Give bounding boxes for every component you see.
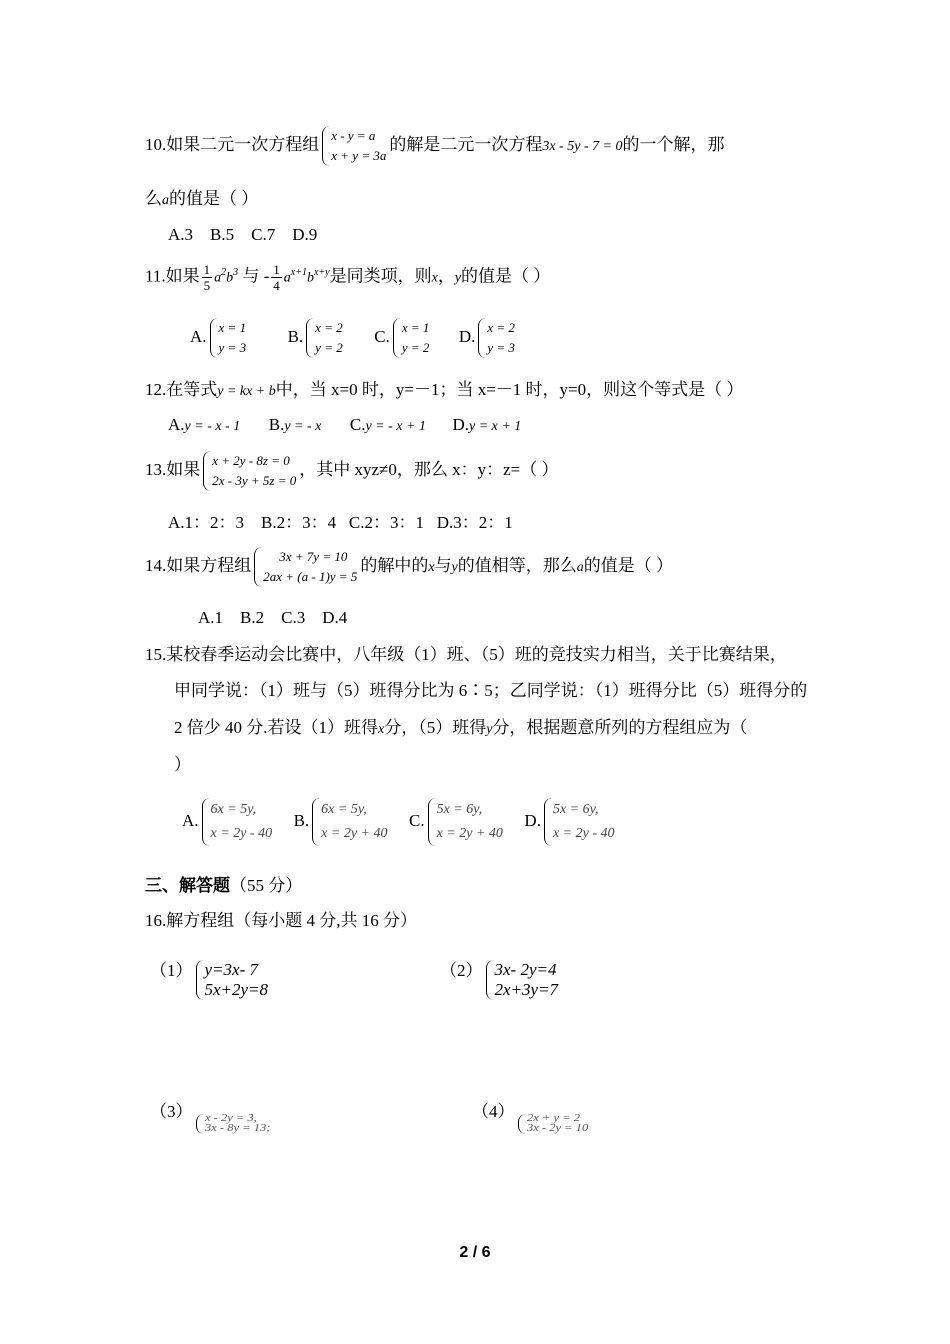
q11-option-d-system: x = 2 y = 3	[478, 318, 515, 358]
q16-part-2: （2） 3x- 2y=4 2x+3y=7	[440, 960, 559, 999]
q15-line1: 15.某校春季运动会比赛中，八年级（1）班、（5）班的竞技实力相当，关于比赛结果，	[145, 645, 787, 664]
q13-line1: 13.如果 x + 2y - 8z = 0 2x - 3y + 5z = 0 ，其中 xyz≠0，那么 x：y：z=（ ）	[145, 451, 559, 491]
q10-system: x - y = a x + y = 3a	[322, 126, 386, 166]
q11-fraction-2: $\frac{1}{4}$	[273, 262, 280, 293]
q15-line3: 2 倍少 40 分.若设（1）班得x分，（5）班得y分，根据题意所列的方程组应为（	[174, 718, 748, 737]
q15-option-b-system: 6x = 5y, x = 2y + 40	[312, 798, 387, 846]
q10-equation: 3x - 5y - 7 = 0	[542, 138, 623, 154]
q15-option-a-system: 6x = 5y, x = 2y - 40	[202, 798, 273, 846]
q16-part-2-system: 3x- 2y=4 2x+3y=7	[486, 960, 559, 1000]
q12-options: A.y = - x - 1 B.y = - x C.y = - x + 1 D.y = x + 1	[168, 415, 522, 434]
q10-prefix: 10.如果二元一次方程组	[145, 134, 320, 154]
q10-options: A.3 B.5 C.7 D.9	[168, 225, 318, 244]
q15-option-c-system: 5x = 6y, x = 2y + 40	[428, 798, 503, 846]
page-number: 2 / 6	[459, 1244, 491, 1261]
q14-options: A.1 B.2 C.3 D.4	[198, 608, 348, 627]
q16-part-3-system: x - 2y = 3, 3x - 8y = 13;	[196, 1114, 257, 1134]
q16-part-4: （4） 2x + y = 2 3x - 2y = 10	[472, 1102, 588, 1134]
q10-line2: 么a的值是（ ）	[145, 189, 259, 208]
q11-option-c-system: x = 1 y = 2	[393, 318, 430, 358]
q16-title: 16.解方程组（每小题 4 分,共 16 分）	[145, 911, 417, 930]
q11-line1: 11.如果 $\frac{1}{5}$ $a^2b^3$ 与 - $\frac{1}{4}$ $a^{x+1}b^{x+y}$是同类项，则x，y的值是（ ）	[145, 262, 551, 293]
q15-line4: ）	[174, 755, 191, 774]
q11-fraction-1: $\frac{1}{5}$	[203, 262, 211, 293]
q13-options: A.1：2：3 B.2：3：4 C.2：3：1 D.3：2：1	[168, 513, 513, 532]
q11-options: A. x = 1 y = 3 B. x = 2 y = 2 C. x = 1 y = 2 D. x = 2 y = 3	[190, 318, 518, 358]
q14-system: 3x + 7y = 10 2ax + (a - 1)y = 5	[254, 547, 357, 587]
q15-options: A. 6x = 5y, x = 2y - 40 B. 6x = 5y, x = 2y + 40 C. 5x = 6y, x = 2y + 40 D. 5x = 6y, x = 2y - 40	[182, 798, 618, 846]
q11-option-a-system: x = 1 y = 3	[210, 318, 247, 358]
section-3-heading: 三、解答题（55 分）	[145, 876, 303, 895]
q10-line1: 10.如果二元一次方程组 x - y = a x + y = 3a 的解是二元一次方程3x - 5y - 7 = 0的一个解，那	[145, 126, 725, 166]
q11-option-b-system: x = 2 y = 2	[306, 318, 343, 358]
q13-system: x + 2y - 8z = 0 2x - 3y + 5z = 0	[203, 451, 296, 491]
q16-part-1-system: y=3x- 7 5x+2y=8	[196, 960, 269, 1000]
q16-part-1: （1） y=3x- 7 5x+2y=8	[150, 960, 269, 999]
q16-part-3: （3） x - 2y = 3, 3x - 8y = 13;	[150, 1102, 270, 1134]
q14-line1: 14.如果方程组 3x + 7y = 10 2ax + (a - 1)y = 5 的解中的x与y的值相等，那么a的值是（ ）	[145, 547, 673, 587]
q12-line1: 12.在等式y = kx + b中，当 x=0 时，y=－1；当 x=－1 时，y=0，则这个等式是（ ）	[145, 380, 744, 399]
q16-part-4-system: 2x + y = 2 3x - 2y = 10	[518, 1114, 576, 1134]
q15-line2: 甲同学说：（1）班与（5）班得分比为 6∶5；乙同学说：（1）班得分比（5）班得分的	[174, 681, 808, 700]
q15-option-d-system: 5x = 6y, x = 2y - 40	[544, 798, 615, 846]
